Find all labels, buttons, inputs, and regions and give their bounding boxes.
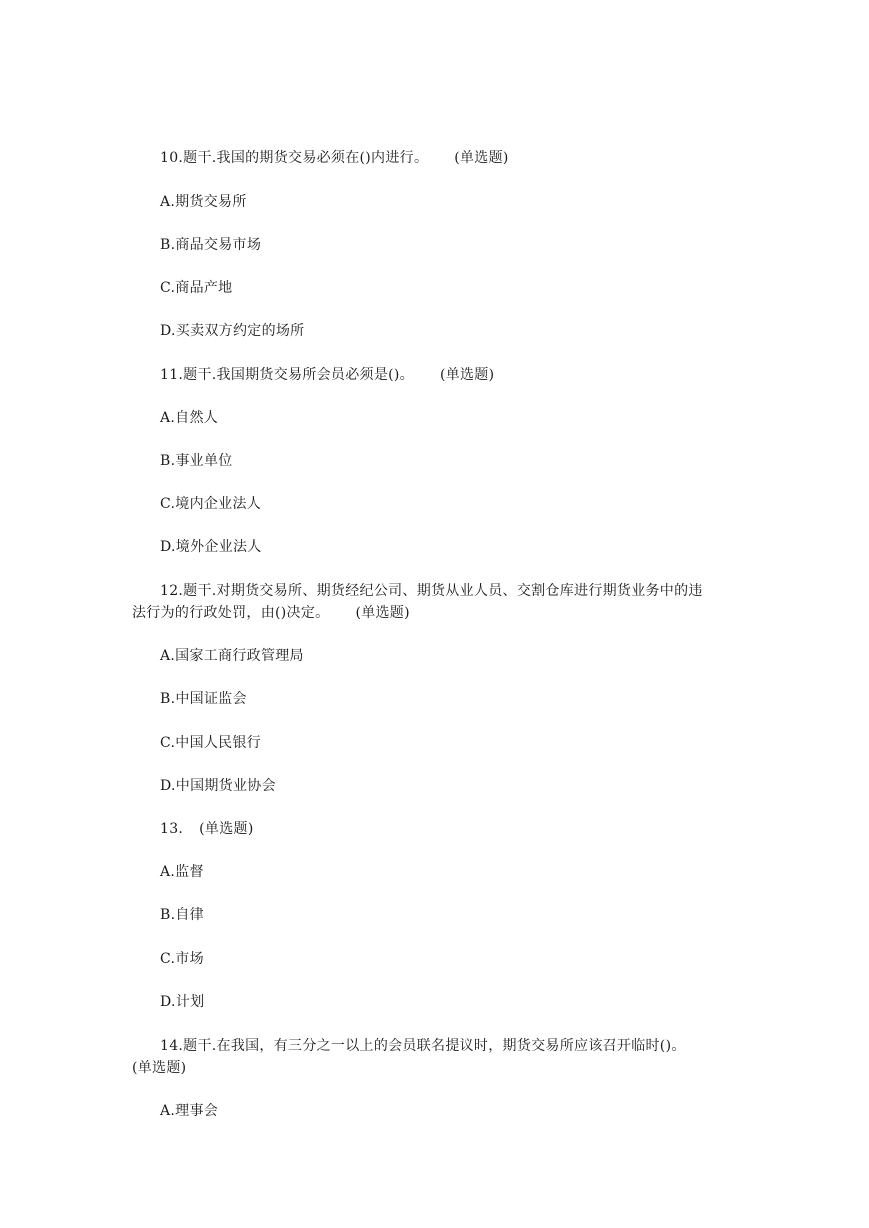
- question-10-option-b: B.商品交易市场: [160, 237, 262, 253]
- question-12-stem-line1: 12.题干.对期货交易所、期货经纪公司、期货从业人员、交割仓库进行期货业务中的违: [160, 583, 703, 599]
- question-13-option-d: D.计划: [160, 994, 205, 1010]
- question-11-option-a: A.自然人: [160, 410, 219, 426]
- question-13-option-b: B.自律: [160, 907, 204, 923]
- question-11-option-d: D.境外企业法人: [160, 539, 262, 555]
- question-11-text: 11.题干.我国期货交易所会员必须是()。: [160, 367, 414, 383]
- question-10-type: (单选题): [454, 150, 509, 166]
- question-11-type: (单选题): [439, 367, 495, 383]
- question-14-option-a: A.理事会: [160, 1103, 219, 1119]
- question-10-option-d: D.买卖双方约定的场所: [160, 323, 305, 339]
- question-11-option-b: B.事业单位: [160, 453, 233, 469]
- question-12-option-c: C.中国人民银行: [160, 735, 262, 751]
- question-11-option-c: C.境内企业法人: [160, 496, 262, 512]
- question-12-option-a: A.国家工商行政管理局: [160, 648, 304, 664]
- question-10-option-a: A.期货交易所: [160, 194, 247, 210]
- question-13-option-c: C.市场: [160, 951, 204, 967]
- question-12-option-d: D.中国期货业协会: [160, 778, 276, 794]
- question-12-text: 法行为的行政处罚，由()决定。: [132, 605, 330, 621]
- question-10-option-c: C.商品产地: [160, 280, 233, 296]
- question-12-type: (单选题): [355, 605, 410, 621]
- question-13-option-a: A.监督: [160, 864, 204, 880]
- question-11-stem: [160, 364, 494, 386]
- question-10-stem: [160, 147, 509, 169]
- question-13-text: 13.: [160, 821, 184, 837]
- question-14-stem-line1: 14.题干.在我国，有三分之一以上的会员联名提议时，期货交易所应该召开临时()。: [160, 1038, 686, 1054]
- question-12-stem-line2: [132, 602, 410, 624]
- question-12-option-b: B.中国证监会: [160, 691, 247, 707]
- question-10-text: 10.题干.我国的期货交易必须在()内进行。: [160, 150, 429, 166]
- question-13-type: (单选题): [199, 821, 254, 837]
- question-14-type: (单选题): [132, 1060, 187, 1076]
- question-13-stem: [160, 818, 254, 840]
